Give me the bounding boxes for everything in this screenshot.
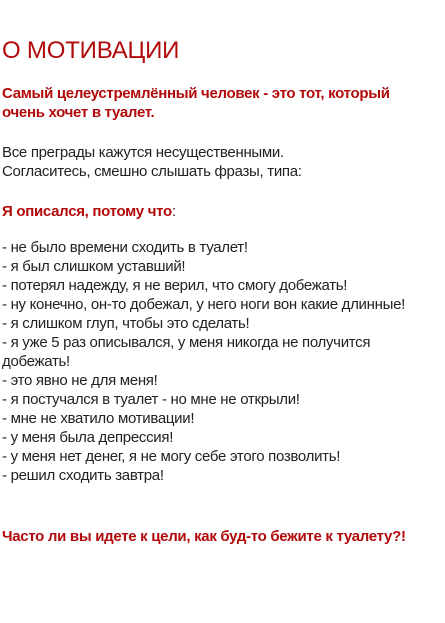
- excuses-list: [2, 238, 434, 485]
- list-item: - мне не хватило мотивации!: [2, 410, 195, 427]
- list-item: - не было времени сходить в туалет!: [2, 239, 248, 256]
- list-item: - ну конечно, он-то добежал, у него ноги вон какие длинные!: [2, 296, 405, 313]
- intro-line-2: Согласитесь, смешно слышать фразы, типа:: [2, 163, 302, 180]
- list-item: - я слишком глуп, чтобы это сделать!: [2, 315, 250, 332]
- list-item: - я уже 5 раз описывался, у меня никогда не получится добежать!: [2, 334, 371, 370]
- list-item: - я был слишком уставший!: [2, 258, 186, 275]
- list-item: - решил сходить завтра!: [2, 467, 164, 484]
- closing-question: Часто ли вы идете к цели, как буд-то бежите к туалету?!: [2, 528, 406, 545]
- intro-line-1: Все преграды кажутся несущественными.: [2, 144, 284, 161]
- list-item: - это явно не для меня!: [2, 372, 158, 389]
- excuses-heading-colon: :: [171, 203, 176, 220]
- lead-statement: Самый целеустремлённый человек - это тот, который очень хочет в туалет.: [2, 85, 390, 121]
- list-item: - у меня нет денег, я не могу себе этого позволить!: [2, 448, 341, 465]
- list-item: - потерял надежду, я не верил, что смогу добежать!: [2, 277, 348, 294]
- page-title: О МОТИВАЦИИ: [2, 37, 180, 64]
- list-item: - у меня была депрессия!: [2, 429, 174, 446]
- excuses-heading-text: Я описался, потому что: [2, 203, 172, 220]
- intro-paragraph: [2, 143, 432, 181]
- excuses-heading: [2, 202, 176, 221]
- list-item: - я постучался в туалет - но мне не открыли!: [2, 391, 300, 408]
